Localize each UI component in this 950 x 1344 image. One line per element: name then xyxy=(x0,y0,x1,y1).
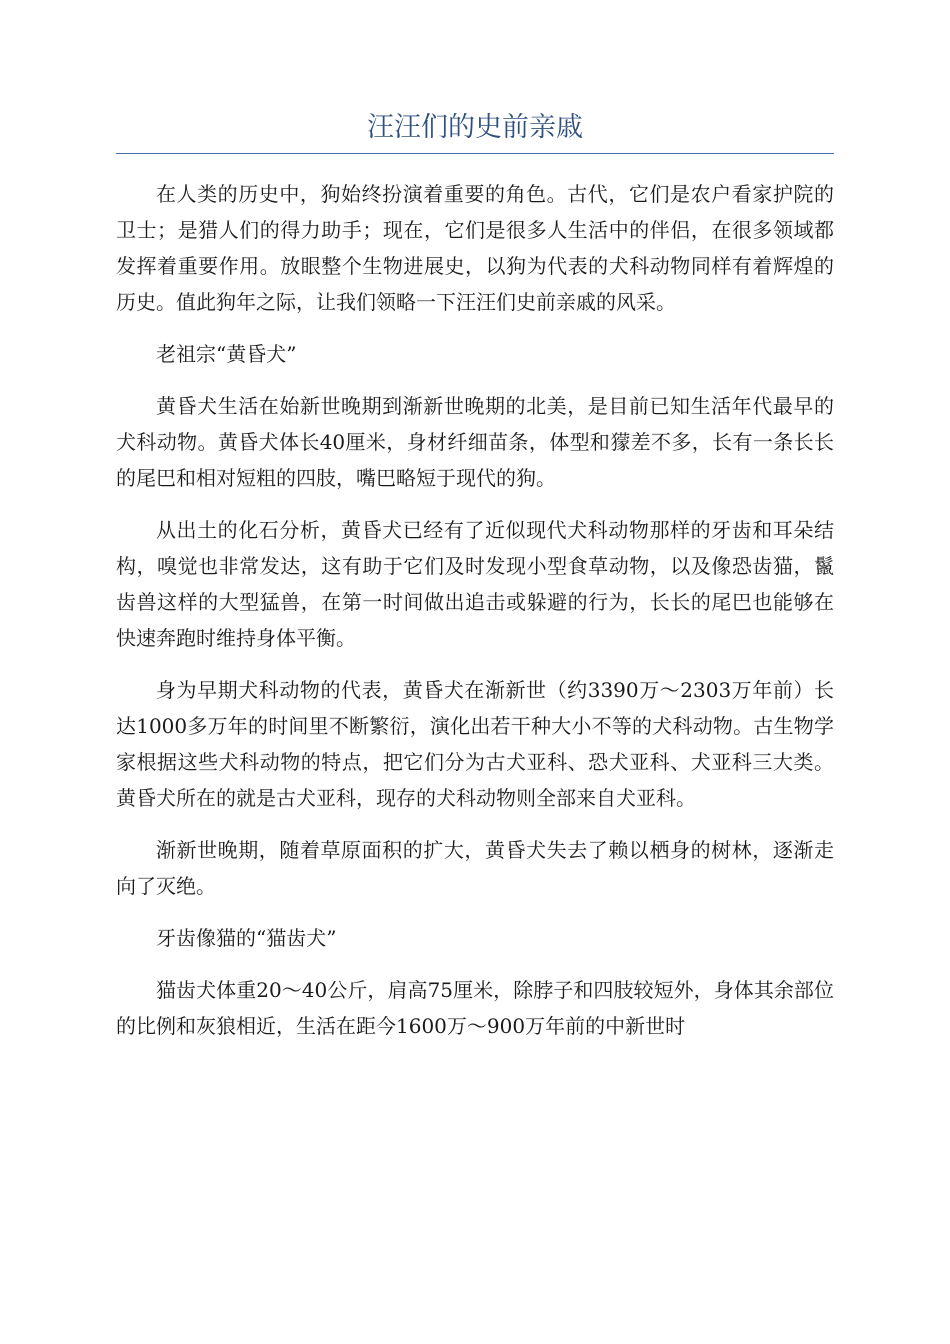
section-heading-dawn-dog: 老祖宗“黄昏犬” xyxy=(156,342,297,366)
document-page xyxy=(116,108,834,1044)
paragraph-cat-tooth-dog-description: 猫齿犬体重20～40公斤，肩高75厘米，除脖子和四肢较短外，身体其余部位的比例和灰狼相近，生活在距今1600万～900万年前的中新世时 xyxy=(116,978,834,1038)
paragraph-dawn-dog-fossil: 从出土的化石分析，黄昏犬已经有了近似现代犬科动物那样的牙齿和耳朵结构，嗅觉也非常发达，这有助于它们及时发现小型食草动物，以及像恐齿猫，鬣齿兽这样的大型猛兽，在第一时间做出追击或躲避的行为，长长的尾巴也能够在快速奔跑时维持身体平衡。 xyxy=(116,518,834,650)
paragraph-dawn-dog-extinction: 渐新世晚期，随着草原面积的扩大，黄昏犬失去了赖以栖身的树林，逐渐走向了灭绝。 xyxy=(116,838,834,898)
section-heading-cat-tooth-dog: 牙齿像猫的“猫齿犬” xyxy=(156,926,337,950)
paragraph-dawn-dog-description: 黄昏犬生活在始新世晚期到渐新世晚期的北美，是目前已知生活年代最早的犬科动物。黄昏犬体长40厘米，身材纤细苗条，体型和獴差不多，长有一条长长的尾巴和相对短粗的四肢，嘴巴略短于现代的狗。 xyxy=(116,394,834,490)
paragraph-intro: 在人类的历史中，狗始终扮演着重要的角色。古代，它们是农户看家护院的卫士；是猎人们的得力助手；现在，它们是很多人生活中的伴侣，在很多领域都发挥着重要作用。放眼整个生物进展史，以狗为代表的犬科动物同样有着辉煌的历史。值此狗年之际，让我们领略一下汪汪们史前亲戚的风采。 xyxy=(116,182,834,314)
paragraph-dawn-dog-evolution: 身为早期犬科动物的代表，黄昏犬在渐新世（约3390万～2303万年前）长达1000多万年的时间里不断繁衍，演化出若干种大小不等的犬科动物。古生物学家根据这些犬科动物的特点，把它们分为古犬亚科、恐犬亚科、犬亚科三大类。黄昏犬所在的就是古犬亚科，现存的犬科动物则全部来自犬亚科。 xyxy=(116,678,834,810)
document-title: 汪汪们的史前亲戚 xyxy=(116,108,834,154)
